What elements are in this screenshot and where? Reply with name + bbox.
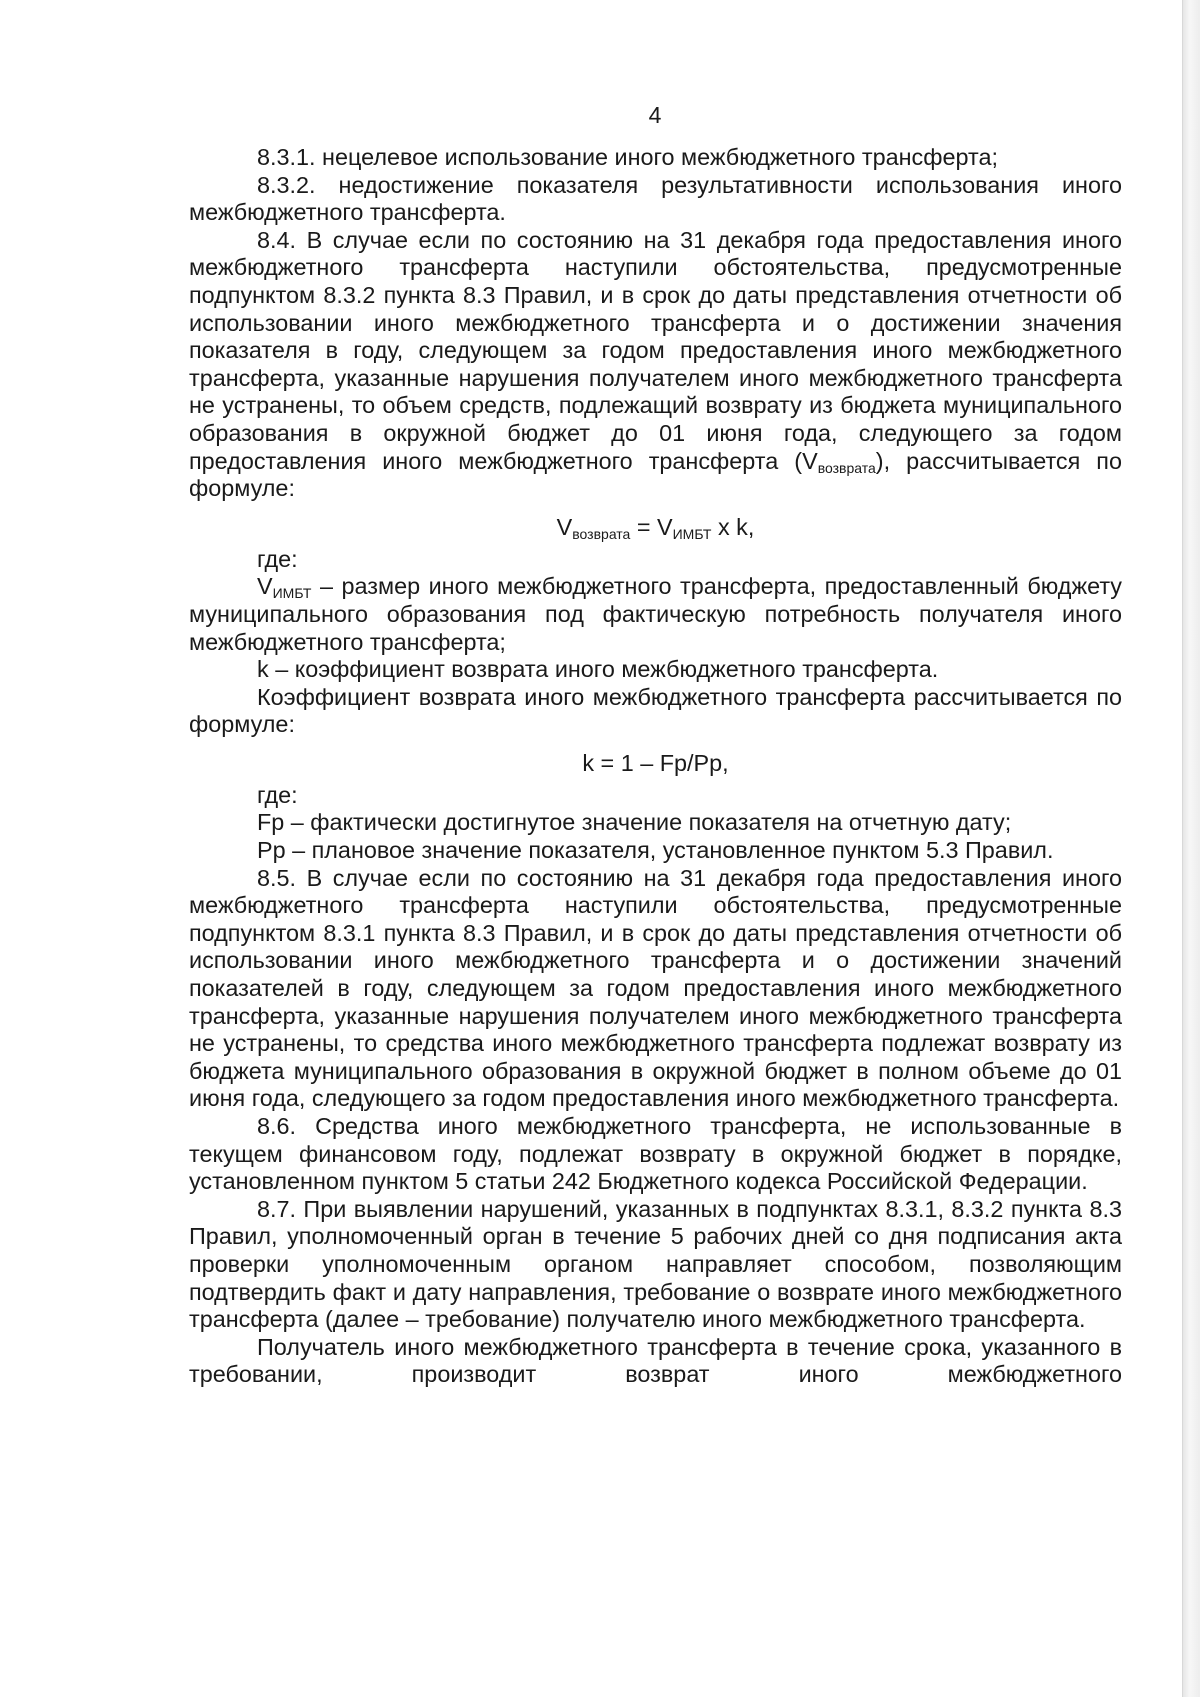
definition-fp: Fp – фактически достигнутое значение показателя на отчетную дату; [257, 809, 1012, 836]
definition-k: k – коэффициент возврата иного межбюджетного трансферта. [257, 656, 939, 683]
paragraph-8-3-1: 8.3.1. нецелевое использование иного межбюджетного трансферта; [257, 144, 998, 170]
where-label-2: где: [257, 781, 298, 808]
paragraph-8-7: 8.7. При выявлении нарушений, указанных в подпунктах 8.3.1, 8.3.2 пункта 8.3 Правил, уполномоченный орган в течение 5 рабочих дней со дня подписания акта проверки уполномоченным органом направляет способом, позволяющим подтвердить факт и дату направления, требование о возврате иного межбюджетного трансферта (далее – требование) получателю иного межбюджетного трансферта. [189, 1195, 1122, 1333]
paragraph-8-6: 8.6. Средства иного межбюджетного трансферта, не использованные в текущем финансовом году, подлежат возврату в окружной бюджет в порядке, установленном пунктом 5 статьи 242 Бюджетного кодекса Российской Федерации. [189, 1113, 1122, 1195]
paragraph-8-4-text: 8.4. В случае если по состоянию на 31 декабря года предоставления иного межбюджетного трансферта наступили обстоятельства, предусмотренные подпунктом 8.3.2 пункта 8.3 Правил, и в срок до даты представления отчетности об использовании иного межбюджетного трансферта и о достижении значения показателя в году, следующем за годом предоставления иного межбюджетного трансферта, указанные нарушения получателем иного межбюджетного трансферта не устранены, то объем средств, подлежащий возврату из бюджета муниципального образования в окружной бюджет до 01 июня года, следующего за годом предоставления иного межбюджетного трансферта (V [189, 226, 1122, 474]
coefficient-intro: Коэффициент возврата иного межбюджетного трансферта рассчитывается по формуле: [189, 683, 1122, 738]
definition-v-imbt: $V_{ИМБТ}$ – размер иного межбюджетного трансферта, предоставленный бюджету муниципального образования под фактическую потребность получателя иного межбюджетного трансферта; [189, 573, 1122, 655]
paragraph-recipient: Получатель иного межбюджетного трансферта в течение срока, указанного в требовании, производит возврат иного межбюджетного [189, 1333, 1122, 1388]
paragraph-8-5: 8.5. В случае если по состоянию на 31 декабря года предоставления иного межбюджетного трансферта наступили обстоятельства, предусмотренные подпунктом 8.3.1 пункта 8.3 Правил, и в срок до даты представления отчетности об использовании иного межбюджетного трансферта и о достижении значений показателей в году, следующем за годом предоставления иного межбюджетного трансферта, указанные нарушения получателем иного межбюджетного трансферта не устранены, то средства иного межбюджетного трансферта подлежат возврату из бюджета муниципального образования в окружной бюджет в полном объеме до 01 июня года, следующего за годом предоставления иного межбюджетного трансферта. [189, 864, 1122, 1112]
paragraph-8-4 [189, 227, 1122, 503]
page-edge [1182, 0, 1200, 1697]
where-label-1: где: [257, 545, 298, 572]
page-number: 4 [648, 102, 662, 128]
formula-k: k = 1 – Fp/Pp, [582, 749, 729, 776]
paragraph-8-3-2: 8.3.2. недостижение показателя результативности использования иного межбюджетного трансферта. [189, 171, 1122, 226]
paragraph-8-4-tail: ), рассчитывается по формуле: [189, 447, 1122, 502]
document-body [189, 144, 1122, 1389]
definition-pp: Pp – плановое значение показателя, установленное пунктом 5.3 Правил. [257, 837, 1054, 864]
formula-v-vozvrata: $V_{возврата} = V_{ИМБТ}$ x k, [556, 513, 755, 542]
subscript-vozvrata: возврата [817, 459, 876, 476]
